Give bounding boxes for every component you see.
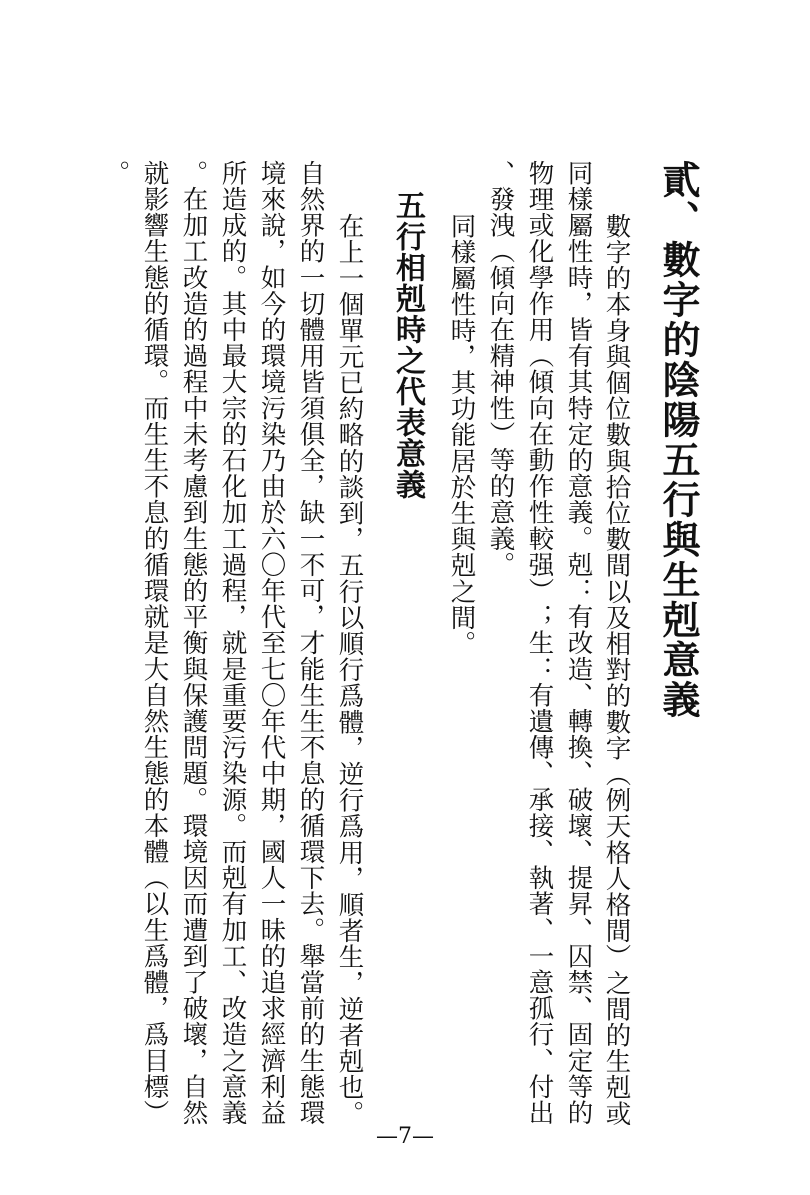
paragraph-line: 自然界的一切體用皆須俱全，缺一不可，才能生生不息的循環下去。舉當前的生態環 xyxy=(295,160,326,1126)
paragraph-line: 。 xyxy=(100,160,131,187)
paragraph-line: 同樣屬性時，其功能居於生與剋之間。 xyxy=(446,213,477,657)
paragraph-line: 所造成的。其中最大宗的石化加工過程，就是重要污染源。而剋有加工、改造之意義 xyxy=(217,160,248,1126)
paragraph-line: 、發洩（傾向在精神性）等的意義。 xyxy=(485,160,516,578)
section-title: 貳、數字的陰陽五行與生剋意義 xyxy=(656,160,700,720)
paragraph-line: 數字的本身與個位數與拾位數間以及相對的數字（例天格人格間）之間的生剋或 xyxy=(601,213,632,1127)
paragraph-line: 境來說，如今的環境污染乃由於六〇年代至七〇年代中期，國人一昧的追求經濟利益 xyxy=(256,160,287,1126)
paragraph-line: 同樣屬性時，皆有其特定的意義。剋：有改造、轉換、破壞、提昇、囚禁、固定等的 xyxy=(563,160,594,1126)
paragraph-line: 。在加工改造的過程中未考慮到生態的平衡與保護問題。環境因而遭到了破壞，自然 xyxy=(178,160,209,1126)
paragraph-line: 就影響生態的循環。而生生不息的循環就是大自然生態的本體（以生爲體，爲目標） xyxy=(139,160,170,1126)
paragraph-line: 在上一個單元已約略的談到，五行以順行爲體，逆行爲用，順者生，逆者剋也。 xyxy=(334,213,365,1127)
paragraph-line: 物理或化學作用（傾向在動作性較强）；生：有遺傳、承接、執著、一意孤行、付出 xyxy=(524,160,555,1126)
subsection-title: 五行相剋時之代表意義 xyxy=(390,190,425,500)
page-number: —7— xyxy=(376,1124,434,1149)
